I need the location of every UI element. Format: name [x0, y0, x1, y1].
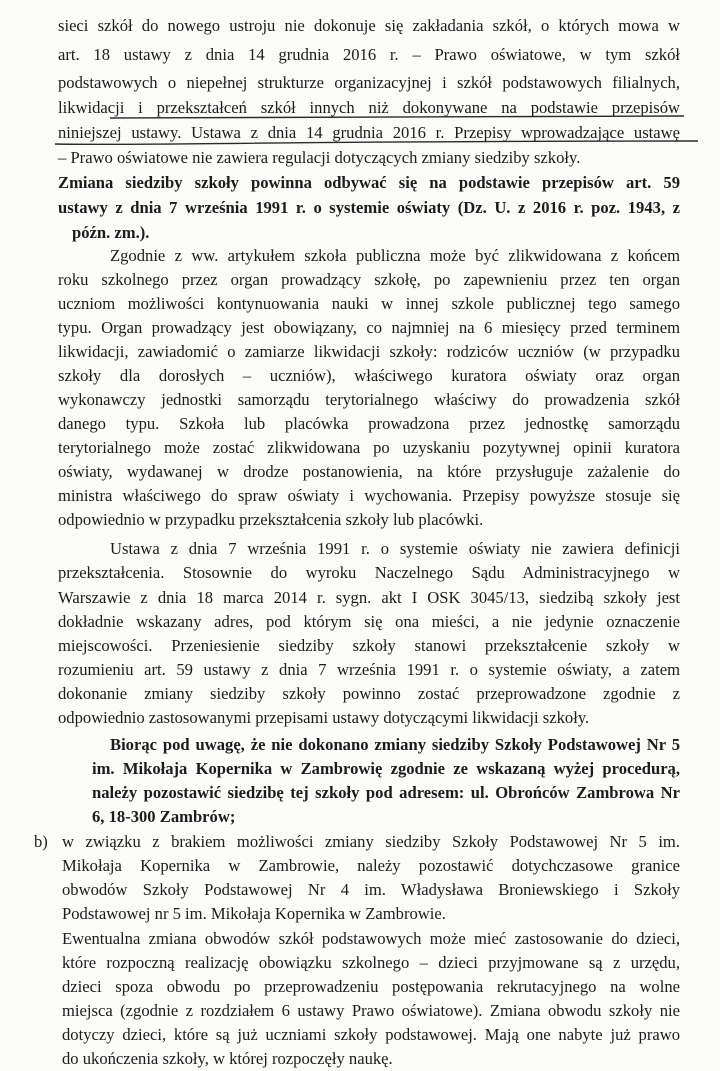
paragraph-first-line: Zgodnie z ww. artykułem szkoła publiczna może być zlikwidowana z końcem [110, 246, 680, 265]
text-line: Warszawie z dnia 18 marca 2014 r. sygn. akt I OSK 3045/13, siedzibą szkoły jest [58, 588, 680, 607]
text-line: dzieci spoza obwodu po przeprowadzeniu postępowania rekrutacyjnego na wolne [62, 977, 680, 996]
bold-text-line: im. Mikołaja Kopernika w Zambrowię zgodnie ze wskazaną wyżej procedurą, [92, 759, 680, 778]
text-line: obwodów Szkoły Podstawowej Nr 4 im. Władysława Broniewskiego i Szkoły [62, 880, 680, 899]
text-line: dokonanie zmiany siedziby szkoły powinno zostać przeprowadzone zgodnie z [58, 684, 680, 703]
text-line: wykonawczy jednostki samorządu terytorialnego właściwy do prowadzenia szkół [58, 390, 680, 409]
text-line: odpowiednio zastosowanymi przepisami ustawy dotyczącymi likwidacji szkoły. [58, 708, 590, 727]
text-line: sieci szkół do nowego ustroju nie dokonuje się zakładania szkół, o których mowa w [58, 16, 680, 35]
text-line: likwidacji i przekształceń szkół innych niż dokonywane na podstawie przepisów [58, 98, 680, 117]
text-line: odpowiednio w przypadku przekształcenia szkoły lub placówki. [58, 510, 484, 529]
text-line: szkoły dla dorosłych – uczniów), właściwego kuratora oświaty oraz organ [58, 366, 680, 385]
text-line: roku szkolnego przez organ prowadzący szkołę, po zapewnieniu przez ten organ [58, 270, 680, 289]
text-line: przekształcenia. Stosownie do wyroku Naczelnego Sądu Administracyjnego w [58, 563, 680, 582]
list-marker-b: b) [34, 832, 48, 851]
bold-text-line: należy pozostawić siedzibę tej szkoły pod adresem: ul. Obrońców Zambrowa Nr [92, 783, 680, 802]
text-line: likwidacji, zawiadomić o zamiarze likwidacji szkoły: rodziców uczniów (w przypadku [58, 342, 680, 361]
bold-text-line: Zmiana siedziby szkoły powinna odbywać się na podstawie przepisów art. 59 [58, 173, 680, 192]
text-line: Podstawowej nr 5 im. Mikołaja Kopernika w Zambrowie. [62, 904, 446, 923]
text-line: uczniom możliwości kontynuowania nauki w innej szkole publicznej tego samego [58, 294, 680, 313]
text-line: Mikołaja Kopernika w Zambrowie, należy pozostawić dotychczasowe granice [62, 856, 680, 875]
text-line: – Prawo oświatowe nie zawiera regulacji dotyczących zmiany siedziby szkoły. [58, 148, 581, 167]
text-line: które rozpoczną realizację obowiązku szkolnego – dzieci przyjmowane są z urzędu, [62, 953, 680, 972]
paragraph-first-line: Ustawa z dnia 7 września 1991 r. o systemie oświaty nie zawiera definicji [110, 539, 680, 558]
text-line: Ewentualna zmiana obwodów szkół podstawowych może mieć zastosowanie do dzieci, [62, 929, 680, 948]
bold-text-line: ustawy z dnia 7 września 1991 r. o systemie oświaty (Dz. U. z 2016 r. poz. 1943, z [58, 198, 680, 217]
text-line: dotyczy dzieci, które są już uczniami szkoły podstawowej. Mają one nabyte już prawo [62, 1025, 680, 1044]
text-line: oświaty, wydawanej w drodze postanowienia, na które przysługuje zażalenie do [58, 462, 680, 481]
text-line: do ukończenia szkoły, w której rozpoczęły naukę. [62, 1049, 393, 1068]
text-line: niniejszej ustawy. Ustawa z dnia 14 grudnia 2016 r. Przepisy wprowadzające ustawę [58, 123, 680, 142]
bold-text-line: późn. zm.). [72, 223, 150, 242]
text-line: w związku z brakiem możliwości zmiany siedziby Szkoły Podstawowej Nr 5 im. [62, 832, 680, 851]
text-line: danego typu. Szkoła lub placówka prowadzona przez jednostkę samorządu [58, 414, 680, 433]
text-line: podstawowych o niepełnej strukturze organizacyjnej i szkół podstawowych filialnych, [58, 73, 680, 92]
bold-paragraph-first-line: Biorąc pod uwagę, że nie dokonano zmiany siedziby Szkoły Podstawowej Nr 5 [110, 735, 680, 754]
text-line: typu. Organ prowadzący jest obowiązany, co najmniej na 6 miesięcy przed terminem [58, 318, 680, 337]
text-line: terytorialnego może zostać zlikwidowana po uzyskaniu pozytywnej opinii kuratora [58, 438, 680, 457]
text-line: ministra właściwego do spraw oświaty i wychowania. Przepisy powyższe stosuje się [58, 486, 680, 505]
text-line: miejscowości. Przeniesienie siedziby szkoły stanowi przekształcenie szkoły w [58, 636, 680, 655]
text-line: rozumieniu art. 59 ustawy z dnia 7 września 1991 r. o systemie oświaty, a zatem [58, 660, 680, 679]
text-line: art. 18 ustawy z dnia 14 grudnia 2016 r. – Prawo oświatowe, w tym szkół [58, 45, 680, 64]
text-line: miejsca (zgodnie z rozdziałem 6 ustawy Prawo oświatowe). Zmiana obwodu szkoły nie [62, 1001, 680, 1020]
bold-text-line: 6, 18-300 Zambrów; [92, 807, 236, 826]
text-line: dokładnie wskazany adres, pod którym się ona mieści, a nie jedynie oznaczenie [58, 612, 680, 631]
